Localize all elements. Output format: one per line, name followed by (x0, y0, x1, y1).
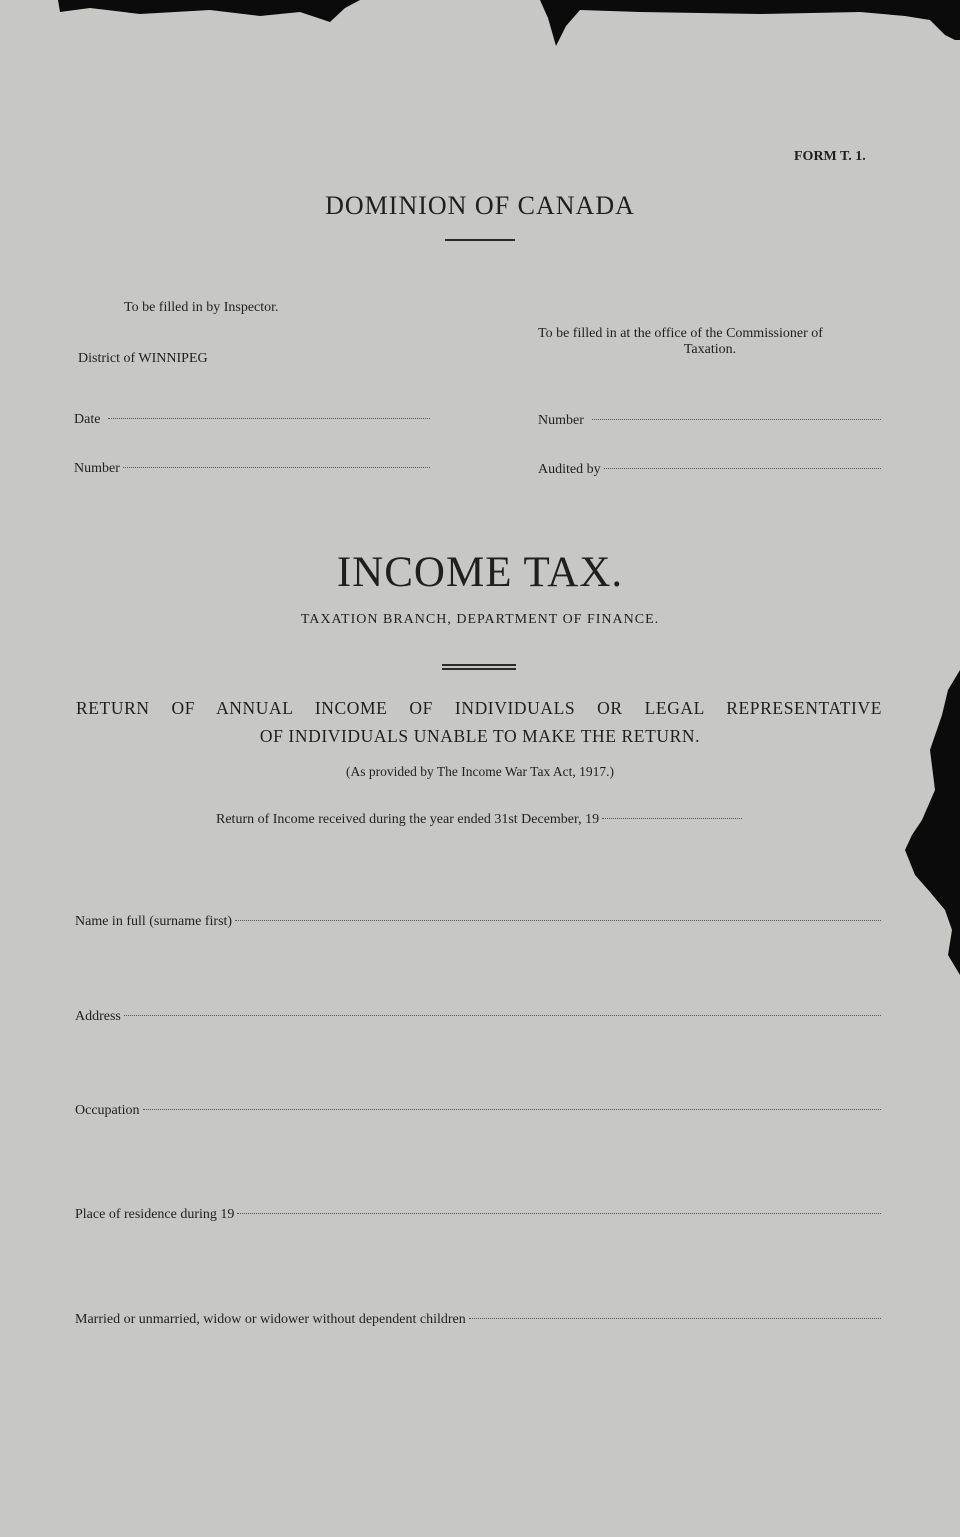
occupation-label: Occupation (75, 1103, 140, 1118)
inspector-date-field[interactable] (74, 412, 430, 428)
audited-by-field[interactable] (538, 462, 881, 478)
occupation-line (143, 1108, 881, 1110)
act-note: (As provided by The Income War Tax Act, 1917.) (346, 764, 614, 779)
address-label: Address (75, 1009, 121, 1024)
audited-by-label: Audited by (538, 462, 601, 477)
inspector-number-line (123, 466, 430, 468)
address-line (124, 1014, 881, 1016)
marital-label: Married or unmarried, widow or widower without dependent children (75, 1312, 466, 1327)
commissioner-heading-line1: To be filled in at the office of the Commissioner of (538, 326, 823, 341)
year-line (602, 817, 742, 819)
inspector-heading: To be filled in by Inspector. (124, 300, 279, 315)
inspector-date-label: Date (74, 412, 101, 427)
year-label: Return of Income received during the year ended 31st December, 19 (216, 812, 600, 827)
return-title-line1: RETURN OF ANNUAL INCOME OF INDIVIDUALS OR LEGAL REPRESENTATIVE (76, 698, 882, 718)
name-label: Name in full (surname first) (75, 914, 233, 929)
commissioner-heading-line2: Taxation. (683, 342, 737, 357)
inspector-date-line (108, 417, 430, 419)
residence-field[interactable] (75, 1207, 881, 1223)
occupation-field[interactable] (75, 1103, 881, 1119)
name-field[interactable] (75, 914, 881, 930)
year-field[interactable] (216, 812, 742, 828)
marital-line (469, 1317, 881, 1319)
title-rule (445, 239, 515, 241)
inspector-number-label: Number (74, 461, 120, 476)
marital-field[interactable] (75, 1312, 881, 1328)
form-number: FORM T. 1. (794, 149, 866, 164)
form-title: DOMINION OF CANADA (325, 191, 635, 220)
main-title: INCOME TAX. (336, 549, 624, 596)
district-label: District of WINNIPEG (78, 351, 208, 366)
commissioner-number-label: Number (538, 413, 584, 428)
commissioner-number-field[interactable] (538, 413, 881, 429)
residence-label: Place of residence during 19 (75, 1207, 235, 1222)
return-title-line2: OF INDIVIDUALS UNABLE TO MAKE THE RETURN. (259, 726, 701, 746)
inspector-number-field[interactable] (74, 461, 430, 477)
double-rule-bottom (442, 668, 516, 670)
address-field[interactable] (75, 1009, 881, 1025)
double-rule-top (442, 664, 516, 666)
residence-line (237, 1212, 881, 1214)
commissioner-number-line (592, 418, 881, 420)
branch-subtitle: TAXATION BRANCH, DEPARTMENT OF FINANCE. (300, 612, 660, 627)
audited-by-line (604, 467, 881, 469)
name-line (235, 919, 881, 921)
